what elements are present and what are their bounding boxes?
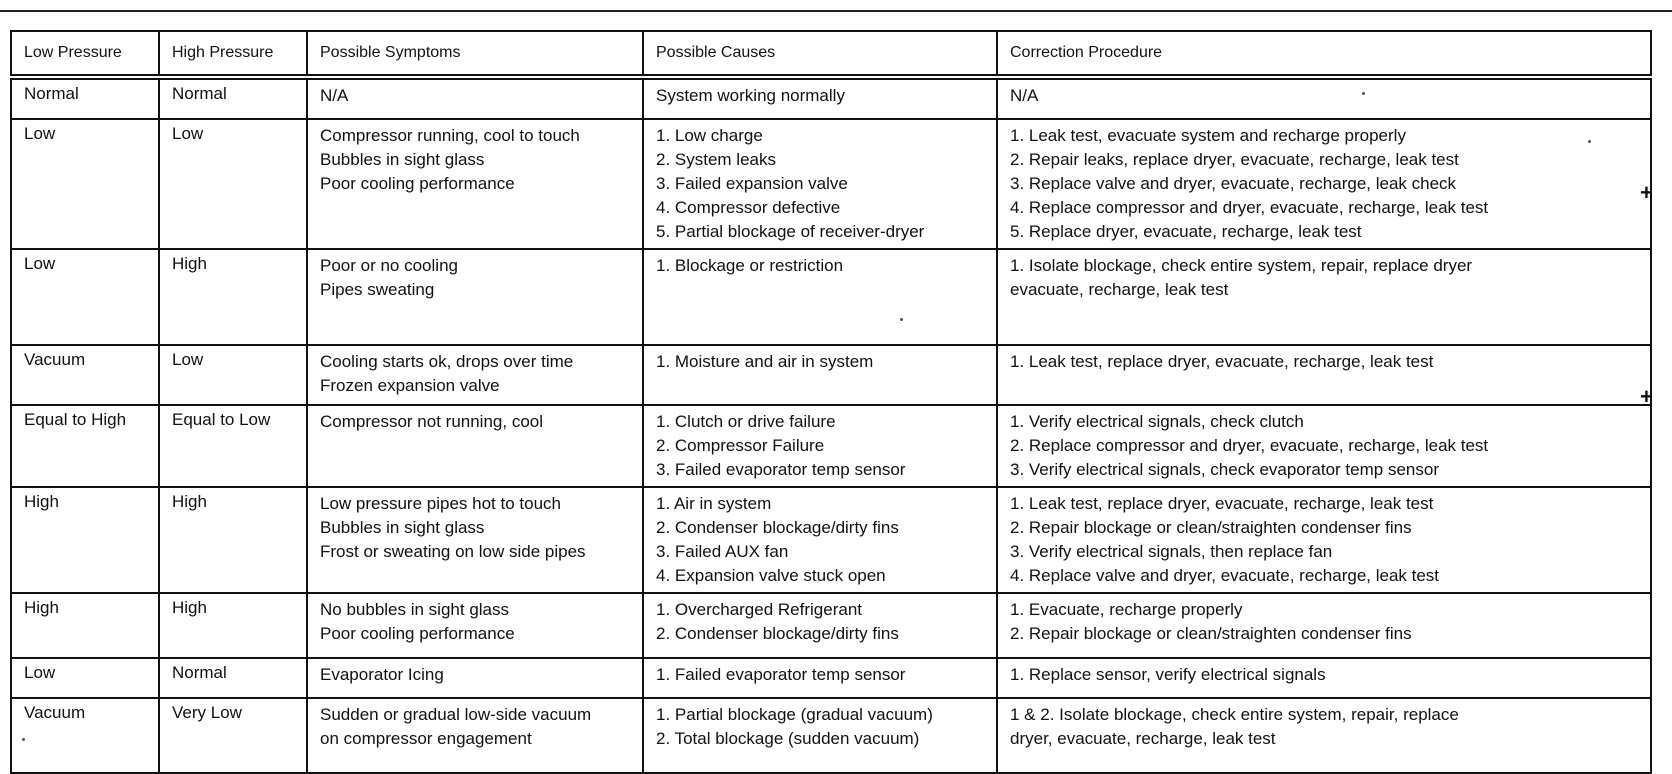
causes-cell bbox=[643, 345, 997, 405]
symptoms-line: N/A bbox=[320, 86, 349, 105]
symptoms-line: Bubbles in sight glass bbox=[320, 518, 485, 537]
low-pressure-cell: High bbox=[11, 593, 159, 658]
corrections-line: 1. Evacuate, recharge properly bbox=[1010, 600, 1243, 619]
symptoms-line: Bubbles in sight glass bbox=[320, 150, 485, 169]
symptoms-line: No bubbles in sight glass bbox=[320, 600, 510, 619]
causes-cell bbox=[643, 487, 997, 593]
low-pressure-cell: Normal bbox=[11, 77, 159, 119]
corrections-line: 1. Isolate blockage, check entire system, repair, replace dryer bbox=[1010, 256, 1473, 275]
causes-line: 2. Condenser blockage/dirty fins bbox=[656, 624, 899, 643]
causes-line: 2. Compressor Failure bbox=[656, 436, 825, 455]
low-pressure-cell: Low bbox=[11, 119, 159, 249]
causes-line: 1. Moisture and air in system bbox=[656, 352, 874, 371]
correction-cell bbox=[997, 698, 1651, 773]
corrections-line: 2. Repair blockage or clean/straighten condenser fins bbox=[1010, 624, 1412, 643]
causes-line: 1. Blockage or restriction bbox=[656, 256, 844, 275]
causes-line: 1. Air in system bbox=[656, 494, 772, 513]
corrections-line: 3. Verify electrical signals, check evaporator temp sensor bbox=[1010, 460, 1439, 479]
causes-line: 4. Expansion valve stuck open bbox=[656, 566, 886, 585]
corrections-line: 2. Replace compressor and dryer, evacuate, recharge, leak test bbox=[1010, 436, 1489, 455]
low-pressure-cell: Vacuum bbox=[11, 698, 159, 773]
symptoms-line: Sudden or gradual low-side vacuum bbox=[320, 705, 592, 724]
symptoms-cell bbox=[307, 405, 643, 487]
symptoms-cell bbox=[307, 698, 643, 773]
causes-cell bbox=[643, 698, 997, 773]
ac-diagnosis-table bbox=[10, 30, 1652, 774]
scan-speck bbox=[1362, 92, 1365, 95]
symptoms-line: Compressor not running, cool bbox=[320, 412, 544, 431]
symptoms-line: Poor cooling performance bbox=[320, 174, 515, 193]
high-pressure-cell: High bbox=[159, 249, 307, 345]
symptoms-cell bbox=[307, 487, 643, 593]
scan-speck bbox=[22, 738, 25, 741]
causes-cell bbox=[643, 77, 997, 119]
symptoms-line: Compressor running, cool to touch bbox=[320, 126, 580, 145]
table-row bbox=[11, 249, 1651, 345]
symptoms-cell bbox=[307, 593, 643, 658]
header-possible-symptoms: Possible Symptoms bbox=[307, 31, 643, 77]
table-row bbox=[11, 658, 1651, 698]
causes-line: 2. System leaks bbox=[656, 150, 776, 169]
symptoms-cell bbox=[307, 658, 643, 698]
low-pressure-cell: Low bbox=[11, 249, 159, 345]
causes-line: 4. Compressor defective bbox=[656, 198, 841, 217]
header-low-pressure: Low Pressure bbox=[11, 31, 159, 77]
high-pressure-cell: High bbox=[159, 487, 307, 593]
causes-line: 3. Failed evaporator temp sensor bbox=[656, 460, 906, 479]
header-possible-causes: Possible Causes bbox=[643, 31, 997, 77]
correction-cell bbox=[997, 119, 1651, 249]
symptoms-line: Evaporator Icing bbox=[320, 665, 444, 684]
handwritten-mark: + bbox=[1640, 384, 1653, 409]
high-pressure-cell: Low bbox=[159, 119, 307, 249]
symptoms-line: Poor or no cooling bbox=[320, 256, 458, 275]
corrections-line: 1. Verify electrical signals, check clutch bbox=[1010, 412, 1304, 431]
corrections-line: 4. Replace valve and dryer, evacuate, recharge, leak test bbox=[1010, 566, 1440, 585]
corrections-line: 1 & 2. Isolate blockage, check entire system, repair, replace bbox=[1010, 705, 1459, 724]
table-row bbox=[11, 487, 1651, 593]
low-pressure-cell: Low bbox=[11, 658, 159, 698]
scan-speck bbox=[1588, 140, 1591, 143]
corrections-line: 3. Verify electrical signals, then replace fan bbox=[1010, 542, 1333, 561]
handwritten-mark: + bbox=[1640, 180, 1653, 205]
header-row bbox=[11, 31, 1651, 77]
corrections-line: 1. Replace sensor, verify electrical signals bbox=[1010, 665, 1326, 684]
causes-cell bbox=[643, 593, 997, 658]
low-pressure-cell: Vacuum bbox=[11, 345, 159, 405]
table-row bbox=[11, 405, 1651, 487]
table-body bbox=[11, 77, 1651, 773]
symptoms-line: Poor cooling performance bbox=[320, 624, 515, 643]
correction-cell bbox=[997, 345, 1651, 405]
symptoms-line: on compressor engagement bbox=[320, 729, 532, 748]
causes-line: 1. Overcharged Refrigerant bbox=[656, 600, 862, 619]
causes-cell bbox=[643, 249, 997, 345]
symptoms-cell bbox=[307, 77, 643, 119]
high-pressure-cell: Normal bbox=[159, 77, 307, 119]
causes-line: 3. Failed expansion valve bbox=[656, 174, 848, 193]
corrections-line: 1. Leak test, evacuate system and recharge properly bbox=[1010, 126, 1406, 145]
high-pressure-cell: Very Low bbox=[159, 698, 307, 773]
high-pressure-cell: Equal to Low bbox=[159, 405, 307, 487]
high-pressure-cell: Normal bbox=[159, 658, 307, 698]
symptoms-cell bbox=[307, 345, 643, 405]
header-high-pressure: High Pressure bbox=[159, 31, 307, 77]
table-row bbox=[11, 698, 1651, 773]
scan-speck bbox=[900, 318, 903, 321]
symptoms-line: Frozen expansion valve bbox=[320, 376, 500, 395]
header-correction-procedure: Correction Procedure bbox=[997, 31, 1651, 77]
causes-line: 1. Partial blockage (gradual vacuum) bbox=[656, 705, 933, 724]
low-pressure-cell: Equal to High bbox=[11, 405, 159, 487]
table-row bbox=[11, 77, 1651, 119]
table-row bbox=[11, 119, 1651, 249]
corrections-line: 2. Repair leaks, replace dryer, evacuate, recharge, leak test bbox=[1010, 150, 1459, 169]
corrections-line: 3. Replace valve and dryer, evacuate, recharge, leak check bbox=[1010, 174, 1457, 193]
causes-line: 3. Failed AUX fan bbox=[656, 542, 789, 561]
high-pressure-cell: Low bbox=[159, 345, 307, 405]
correction-cell bbox=[997, 405, 1651, 487]
corrections-line: 2. Repair blockage or clean/straighten condenser fins bbox=[1010, 518, 1412, 537]
low-pressure-cell: High bbox=[11, 487, 159, 593]
corrections-line: 1. Leak test, replace dryer, evacuate, recharge, leak test bbox=[1010, 352, 1434, 371]
causes-cell bbox=[643, 119, 997, 249]
causes-cell bbox=[643, 658, 997, 698]
causes-line: 5. Partial blockage of receiver-dryer bbox=[656, 222, 925, 241]
page-top-rule bbox=[0, 10, 1672, 12]
causes-line: System working normally bbox=[656, 86, 845, 105]
correction-cell bbox=[997, 487, 1651, 593]
symptoms-line: Pipes sweating bbox=[320, 280, 435, 299]
causes-line: 2. Condenser blockage/dirty fins bbox=[656, 518, 899, 537]
corrections-line: 4. Replace compressor and dryer, evacuate, recharge, leak test bbox=[1010, 198, 1489, 217]
causes-line: 1. Failed evaporator temp sensor bbox=[656, 665, 906, 684]
correction-cell bbox=[997, 593, 1651, 658]
symptoms-cell bbox=[307, 119, 643, 249]
symptoms-cell bbox=[307, 249, 643, 345]
symptoms-line: Frost or sweating on low side pipes bbox=[320, 542, 586, 561]
table-row bbox=[11, 345, 1651, 405]
correction-cell bbox=[997, 77, 1651, 119]
corrections-line: evacuate, recharge, leak test bbox=[1010, 280, 1229, 299]
corrections-line: dryer, evacuate, recharge, leak test bbox=[1010, 729, 1276, 748]
table-row bbox=[11, 593, 1651, 658]
corrections-line: 1. Leak test, replace dryer, evacuate, recharge, leak test bbox=[1010, 494, 1434, 513]
causes-cell bbox=[643, 405, 997, 487]
causes-line: 1. Clutch or drive failure bbox=[656, 412, 836, 431]
correction-cell bbox=[997, 249, 1651, 345]
symptoms-line: Low pressure pipes hot to touch bbox=[320, 494, 561, 513]
high-pressure-cell: High bbox=[159, 593, 307, 658]
causes-line: 2. Total blockage (sudden vacuum) bbox=[656, 729, 920, 748]
corrections-line: 5. Replace dryer, evacuate, recharge, leak test bbox=[1010, 222, 1362, 241]
symptoms-line: Cooling starts ok, drops over time bbox=[320, 352, 574, 371]
causes-line: 1. Low charge bbox=[656, 126, 763, 145]
corrections-line: N/A bbox=[1010, 86, 1039, 105]
correction-cell bbox=[997, 658, 1651, 698]
